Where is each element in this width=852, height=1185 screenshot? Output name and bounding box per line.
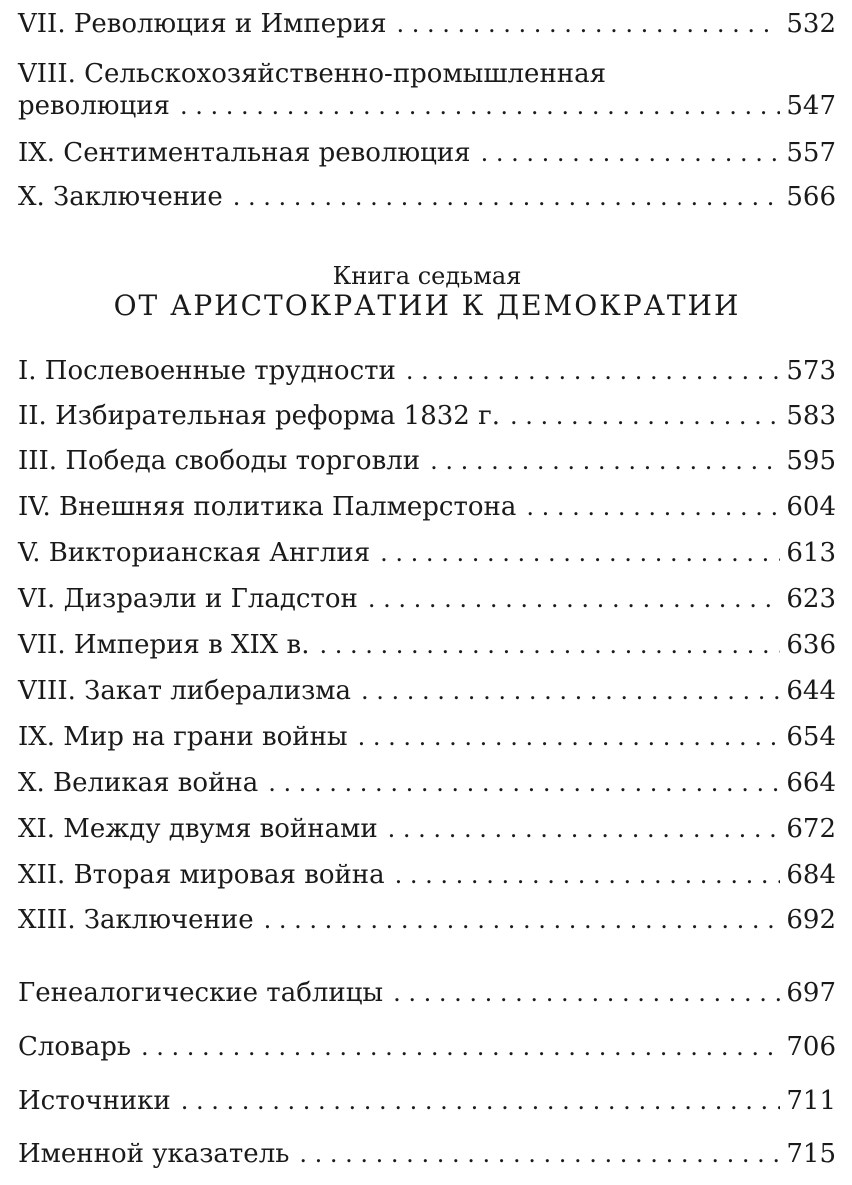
leader-dots [406, 356, 780, 386]
toc-entry[interactable] [18, 446, 836, 476]
toc-entry-title: IX. Мир на грани войны [18, 722, 348, 752]
toc-entry[interactable] [18, 138, 836, 168]
toc-entry[interactable] [18, 1086, 836, 1116]
toc-entry-page-number: 672 [786, 814, 836, 844]
toc-entry[interactable] [18, 860, 836, 890]
toc-entry-title: Именной указатель [18, 1139, 290, 1169]
toc-entry-title: Генеалогические таблицы [18, 978, 384, 1008]
toc-entry[interactable] [18, 91, 836, 121]
toc-entry-title: Словарь [18, 1032, 132, 1062]
book-number: Книга седьмая [332, 262, 522, 290]
leader-dots [299, 1139, 780, 1169]
toc-entry[interactable] [18, 722, 836, 752]
toc-entry-title: I. Послевоенные трудности [18, 356, 396, 386]
toc-entry-page-number: 604 [786, 492, 836, 522]
toc-entry-title: XII. Вторая мировая война [18, 860, 385, 890]
toc-entry-title: III. Победа свободы торговли [18, 446, 421, 476]
toc-entry[interactable] [18, 905, 836, 935]
leader-dots [396, 9, 780, 39]
toc-entry-title: IV. Внешняя политика Палмерстона [18, 492, 517, 522]
toc-entry-page-number: 636 [786, 630, 836, 660]
leader-dots [393, 978, 780, 1008]
toc-entry-page-number: 566 [786, 182, 836, 212]
toc-entry-page-number: 715 [786, 1139, 836, 1169]
toc-entry-page-number: 557 [786, 138, 836, 168]
toc-entry[interactable] [18, 584, 836, 614]
leader-dots [510, 401, 780, 431]
leader-dots [388, 814, 781, 844]
toc-entry-page-number: 684 [786, 860, 836, 890]
toc-entry[interactable] [18, 768, 836, 798]
leader-dots [430, 446, 780, 476]
toc-entry-page-number: 697 [786, 978, 836, 1008]
toc-entry-page-number: 595 [786, 446, 836, 476]
toc-entry-title-line1[interactable]: VIII. Сельскохозяйственно-промышленная [18, 59, 607, 89]
toc-entry[interactable] [18, 356, 836, 386]
toc-entry[interactable] [18, 182, 836, 212]
leader-dots [233, 182, 781, 212]
toc-entry-page-number: 644 [786, 676, 836, 706]
toc-entry-title: VII. Империя в XIX в. [18, 630, 310, 660]
leader-dots [380, 538, 780, 568]
leader-dots [180, 91, 780, 121]
leader-dots [268, 768, 780, 798]
toc-entry[interactable] [18, 814, 836, 844]
toc-entry-title-line2: революция [18, 91, 170, 121]
leader-dots [264, 905, 781, 935]
toc-entry-page-number: 706 [786, 1032, 836, 1062]
toc-entry[interactable] [18, 492, 836, 522]
leader-dots [319, 630, 780, 660]
toc-entry-title: VII. Революция и Империя [18, 9, 387, 39]
toc-entry-page-number: 664 [786, 768, 836, 798]
book-title: ОТ АРИСТОКРАТИИ К ДЕМОКРАТИИ [113, 289, 741, 322]
leader-dots [361, 676, 780, 706]
toc-entry-title: XI. Между двумя войнами [18, 814, 378, 844]
leader-dots [526, 492, 780, 522]
toc-entry-title: VIII. Закат либерализма [18, 676, 351, 706]
leader-dots [368, 584, 781, 614]
toc-entry[interactable] [18, 630, 836, 660]
toc-entry[interactable] [18, 401, 836, 431]
book-heading [18, 262, 836, 322]
toc-entry[interactable] [18, 1139, 836, 1169]
leader-dots [358, 722, 781, 752]
toc-entry-page-number: 692 [786, 905, 836, 935]
toc-entry-page-number: 583 [786, 401, 836, 431]
toc-entry-page-number: 654 [786, 722, 836, 752]
toc-entry-page-number: 573 [786, 356, 836, 386]
toc-entry-title: X. Великая война [18, 768, 259, 798]
leader-dots [141, 1032, 780, 1062]
leader-dots [395, 860, 781, 890]
toc-entry[interactable] [18, 1032, 836, 1062]
toc-entry-page-number: 547 [786, 91, 836, 121]
toc-entry-page-number: 623 [786, 584, 836, 614]
toc-entry-page-number: 532 [786, 9, 836, 39]
toc-entry-page-number: 711 [786, 1086, 836, 1116]
toc-entry[interactable] [18, 9, 836, 39]
toc-entry-title: XIII. Заключение [18, 905, 254, 935]
toc-entry-page-number: 613 [786, 538, 836, 568]
toc-entry-title: II. Избирательная реформа 1832 г. [18, 401, 500, 431]
toc-entry-title: X. Заключение [18, 182, 223, 212]
toc-entry-title: V. Викторианская Англия [18, 538, 371, 568]
leader-dots [481, 138, 781, 168]
toc-entry[interactable] [18, 538, 836, 568]
toc-entry[interactable] [18, 676, 836, 706]
toc-entry[interactable] [18, 978, 836, 1008]
toc-entry-title: IX. Сентиментальная революция [18, 138, 471, 168]
toc-entry-title: Источники [18, 1086, 171, 1116]
leader-dots [181, 1086, 781, 1116]
toc-entry-title: VI. Дизраэли и Гладстон [18, 584, 358, 614]
